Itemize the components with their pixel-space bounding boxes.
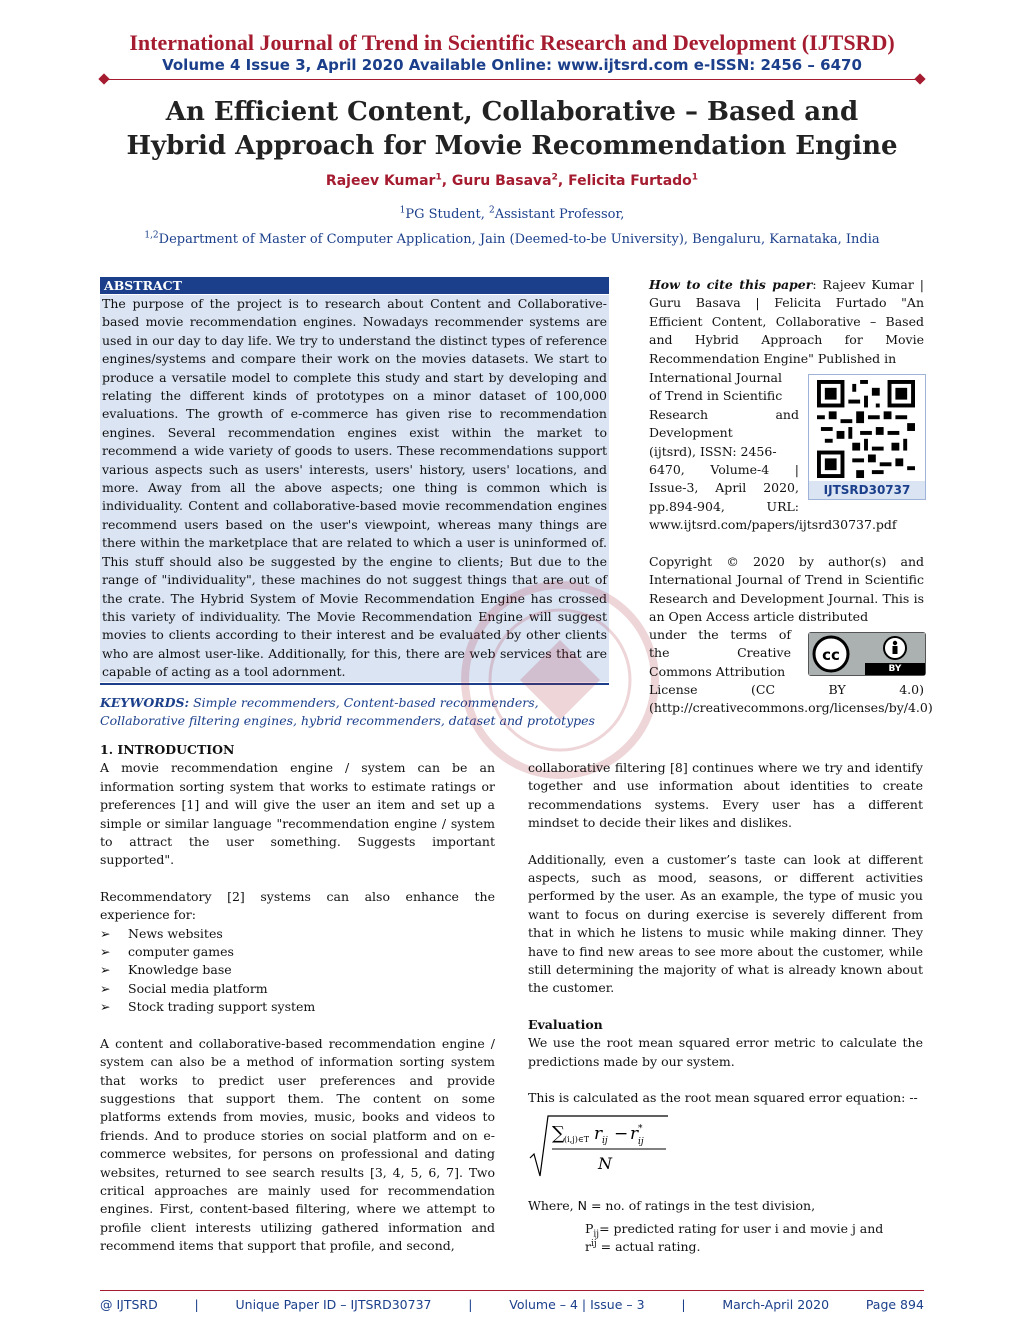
qr-label: IJTSRD30737: [809, 481, 925, 499]
right-column: [528, 759, 923, 1108]
cc-by-badge-text: BY: [888, 664, 902, 674]
author-name: Rajeev Kumar: [325, 173, 436, 189]
abstract-heading: ABSTRACT: [100, 277, 609, 294]
affiliation-line-1: [0, 207, 1024, 222]
affiliation-line-2: [0, 232, 1024, 247]
footer-date: March-April 2020: [722, 1297, 830, 1312]
author-name: Felicita Furtado: [568, 173, 692, 189]
svg-text:∑: ∑: [552, 1123, 565, 1144]
citation-text: : Rajeev Kumar | Guru Basava | Felicita Furtado "An Efficient Content, Collaborative – Based and Hybrid Approach for Movie Recommendation Engine" Published in: [649, 277, 925, 366]
affil-role: Assistant Professor,: [494, 207, 625, 222]
citation-narrow-line: Issue-3, April 2020,: [649, 480, 799, 496]
footer-page: Page 894: [865, 1297, 924, 1312]
svg-text:cc: cc: [822, 646, 840, 664]
arrow-bullet-icon: ➢: [100, 980, 111, 996]
svg-text:N: N: [598, 1154, 612, 1173]
where-text: = predicted rating for user i and movie j and: [599, 1221, 884, 1236]
citation-narrow: [649, 369, 799, 516]
list-item: [100, 925, 495, 943]
copyright-narrow-line: the Creative: [649, 645, 791, 661]
list-item-text: News websites: [128, 925, 223, 941]
copyright-license: License (CC BY 4.0) (http://creativecommons.org/licenses/by/4.0): [649, 682, 933, 716]
intro-section: [100, 741, 495, 1256]
affil-department: Department of Master of Computer Application, Jain (Deemed-to-be University), Bengaluru, Karnataka, India: [158, 232, 880, 247]
copyright-narrow-line: Commons Attribution: [649, 663, 786, 679]
citation-narrow-line: Research and: [649, 406, 799, 422]
where-line-3: [585, 1238, 925, 1256]
citation-narrow-line: [649, 369, 799, 387]
affil-sup: 1: [399, 205, 406, 216]
svg-text:*: *: [638, 1124, 643, 1134]
qr-code-icon: [817, 380, 915, 478]
intro-heading: 1. INTRODUCTION: [100, 742, 235, 757]
right-paragraph-1: collaborative filtering [8] continues where we try and identify together and use information about identities to create recommendations systems. Every user has a different mindset to decide their likes and dislikes.: [528, 760, 923, 831]
arrow-bullet-icon: ➢: [100, 944, 111, 960]
qr-code-box[interactable]: [808, 374, 926, 500]
author-sup: 1: [691, 172, 699, 183]
author-sup: 1: [435, 172, 442, 183]
intro-bullets: [100, 925, 495, 1017]
author-name: Guru Basava: [451, 173, 552, 189]
footer-brand: @ IJTSRD: [100, 1297, 158, 1312]
evaluation-heading: Evaluation: [528, 1016, 603, 1032]
journal-volume-line: Volume 4 Issue 3, April 2020 Available Online: www.ijtsrd.com e-ISSN: 2456 – 6470: [162, 56, 862, 74]
where-text: = actual rating.: [596, 1239, 701, 1254]
svg-text:(i,j)∈T: (i,j)∈T: [564, 1135, 590, 1144]
rule-diamond-right: [914, 73, 925, 84]
title-line-1: An Efficient Content, Collaborative – Based and: [165, 97, 859, 127]
copyright-narrow: [649, 626, 791, 681]
citation-narrow-line: pp.894-904, URL:: [649, 498, 799, 514]
intro-paragraph-3: A content and collaborative-based recommendation engine / system can also be a method of information sorting system that works to predict user preferences and provide suggestions that support them. The content on some platforms extends from movies, music, books and videos to friends. And to produce stories on social platform and on e-commerce websites, for persons on professional and dating websites, returned to see search results [3, 4, 5, 6, 7]. Two critical approaches are mainly used for recommendation engines. First, content-based filtering, where we attempt to profile client interests utilizing gathered information and recommend items that support that profile, and second,: [100, 1035, 495, 1254]
evaluation-paragraph: We use the root mean squared error metric to calculate the predictions made by our system.: [528, 1035, 923, 1069]
footer-volume: Volume – 4 | Issue – 3: [509, 1297, 645, 1312]
header-rule: [100, 79, 924, 80]
footer-sep: |: [468, 1297, 473, 1312]
affil-role: PG Student,: [405, 207, 489, 222]
cc-by-badge[interactable]: [808, 632, 926, 676]
footer-paper-id: Unique Paper ID – IJTSRD30737: [235, 1297, 432, 1312]
arrow-bullet-icon: ➢: [100, 962, 111, 978]
svg-text:r: r: [630, 1124, 639, 1144]
where-symbol: r: [585, 1239, 591, 1254]
citation-url[interactable]: www.ijtsrd.com/papers/ijtsrd30737.pdf: [649, 517, 897, 532]
citation-block: [649, 276, 924, 368]
keywords-label: KEYWORDS:: [100, 695, 190, 710]
paper-title: [60, 95, 964, 163]
journal-title: International Journal of Trend in Scientific Research and Development (IJTSRD): [129, 30, 895, 55]
list-item-text: computer games: [128, 944, 234, 960]
arrow-bullet-icon: ➢: [100, 999, 111, 1015]
page-footer: [100, 1297, 924, 1312]
where-text: = no. of ratings in the test division,: [586, 1198, 816, 1213]
affil-sup: 2: [489, 205, 495, 216]
list-item: [100, 980, 495, 998]
citation-narrow-text: International Journal: [649, 370, 782, 385]
citation-narrow-line: of Trend in Scientific: [649, 388, 783, 404]
intro-paragraph-2: Recommendatory [2] systems can also enhance the experience for:: [100, 888, 495, 923]
svg-text:−: −: [614, 1124, 629, 1144]
arrow-bullet-icon: ➢: [100, 925, 111, 941]
list-item-text: Knowledge base: [128, 962, 232, 978]
authors: Rajeev Kumar$^1$, Guru Basava$^2$, Felicita Furtado$^1$: [325, 172, 699, 189]
citation-narrow-line: (ijtsrd), ISSN: 2456-: [649, 443, 777, 459]
abstract-text: The purpose of the project is to research about Content and Collaborative-based movie recommendation engines. Nowadays recommender systems are used in our day to day life. We try to understand the distinct types of reference engines/systems and compare their work on the movies datasets. We start to produce a versatile model to complete this study and start by developing and relating the different kinds of prototypes on a minor dataset of 100,000 evaluations. The growth of e-commerce has given rise to recommendation engines. Several recommendation engines exist within the market to recommend a wide variety of goods to users. These recommendations support various aspects such as users' interests, users' history, users' locations, and more. Away from all the above aspects; one thing is common which is individuality. Content and collaborative-based movie recommendation engines recommend users based on the user's viewpoint, whereas many things are there within the marketplace that are related to which a user is uninformed of. This stuff should also be suggested by the engine to clients; But due to the range of "individuality", these machines do not suggest things that are out of the crate. The Hybrid System of Movie Recommendation Engine has crossed this variety of individuality. The Movie Recommendation Engine will suggest movies to clients according to their interest and be evaluated by other clients who are almost user-like. Additionally, for this, there are web services that are capable of acting as a tool adornment.: [102, 296, 607, 680]
list-item: [100, 998, 495, 1016]
intro-paragraph-1: A movie recommendation engine / system can be an information sorting system that works to estimate ratings or preferences [1] and will give the user an item and set up a simple or similar language "recommendation engine / system to attract the user something. Suggests important supported".: [100, 760, 495, 868]
copyright-narrow-line: under the terms of: [649, 627, 791, 642]
list-item: [100, 961, 495, 979]
footer-rule: [100, 1290, 924, 1291]
where-subscript: ij: [593, 1229, 600, 1240]
citation-narrow-line: 6470, Volume-4 |: [649, 462, 799, 478]
list-item-text: Stock trading support system: [128, 999, 316, 1015]
svg-text:ij: ij: [602, 1136, 608, 1146]
footer-sep: |: [194, 1297, 199, 1312]
citation-narrow-line: Development: [649, 425, 733, 441]
list-item: [100, 943, 495, 961]
right-paragraph-2: Additionally, even a customer’s taste can look at different aspects, such as mood, seasons, or different activities performed by the user. As an example, the type of music you want to focus on during exercise is severely different from that in which he listens to music while making dinner. They have to find new areas to see more about the customer, while still determining the majority of what is already known about the customer.: [528, 851, 923, 996]
where-symbol: P: [585, 1221, 594, 1236]
affil-sup: 1,2: [144, 230, 159, 241]
list-item-text: Social media platform: [128, 980, 268, 996]
where-text: Where,: [528, 1198, 578, 1213]
citation-label: How to cite this paper: [649, 277, 813, 292]
copyright-block: Copyright © 2020 by author(s) and International Journal of Trend in Scientific Research and Development Journal. This is an Open Access article distributed: [649, 554, 924, 625]
svg-text:ij: ij: [638, 1137, 644, 1147]
keywords-text: Simple recommenders, Content-based recommenders, Collaborative filtering engines, hybrid recommenders, dataset and prototypes: [100, 695, 595, 728]
rule-diamond-left: [98, 73, 109, 84]
rmse-formula-image: [528, 1114, 668, 1178]
footer-sep: |: [681, 1297, 686, 1312]
where-superscript: ij: [590, 1238, 597, 1249]
svg-text:r: r: [594, 1124, 603, 1144]
author-sup: 2: [551, 172, 558, 183]
where-symbol: N: [577, 1198, 587, 1213]
rmse-intro: This is calculated as the root mean squared error equation: --: [528, 1090, 918, 1106]
where-line-1: [528, 1197, 923, 1215]
title-line-2: Hybrid Approach for Movie Recommendation Engine: [126, 131, 898, 161]
